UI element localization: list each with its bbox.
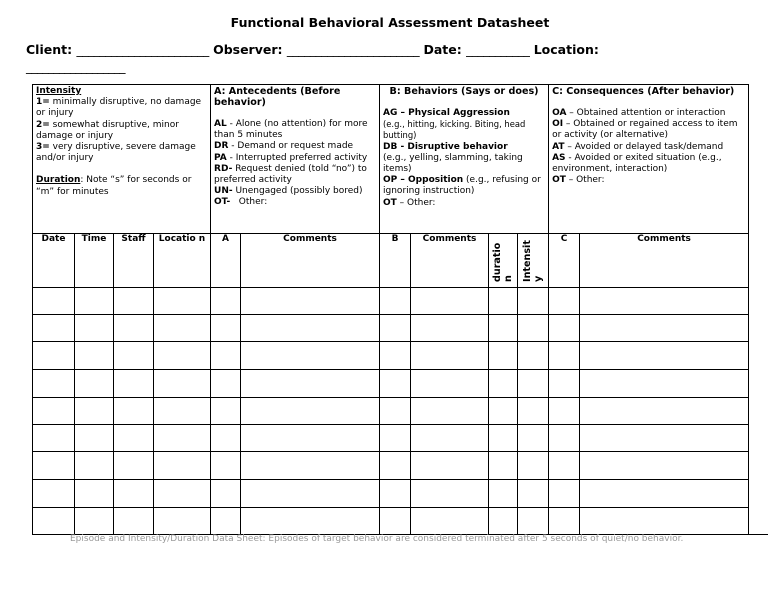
consequence-item: OA – Obtained attention or interaction [552,108,726,118]
cell-comments-a[interactable] [241,342,380,370]
behavior-desc: (e.g., yelling, slamming, taking items) [383,152,523,175]
cell-behavior[interactable] [380,452,411,480]
cell-comments-b[interactable] [411,342,489,370]
cell-staff[interactable] [114,288,154,315]
intensity-legend [33,85,211,234]
cell-time[interactable] [75,425,114,452]
cell-time[interactable] [75,452,114,480]
cell-duration[interactable] [489,452,518,480]
cell-antecedent[interactable] [211,342,241,370]
antecedent-item: AL - Alone (no attention) for more than 5 minutes [214,119,368,141]
cell-antecedent[interactable] [211,480,241,508]
consequence-item: OI – Obtained or regained access to item or activity (or alternative) [552,119,738,141]
cell-intensity[interactable] [518,315,549,342]
cell-time[interactable] [75,288,114,315]
cell-antecedent[interactable] [211,288,241,315]
cell-comments-a[interactable] [241,508,380,535]
cell-behavior[interactable] [380,425,411,452]
cell-comments-b[interactable] [411,398,489,425]
table-row [33,480,749,508]
col-date: Date [33,234,75,288]
cell-antecedent[interactable] [211,315,241,342]
cell-staff[interactable] [114,370,154,398]
cell-location[interactable] [154,370,211,398]
cell-comments-c[interactable] [580,480,749,508]
cell-duration[interactable] [489,288,518,315]
cell-intensity[interactable] [518,398,549,425]
col-location: Locatio n [154,234,211,288]
cell-consequence[interactable] [549,480,580,508]
consequence-item: AS - Avoided or exited situation (e.g., environment, interaction) [552,152,722,175]
cell-comments-a[interactable] [241,370,380,398]
antecedent-item: DR - Demand or request made [214,141,354,152]
antecedents-heading: A: Antecedents (Before behavior) [214,86,341,108]
cell-comments-a[interactable] [241,315,380,342]
antecedent-item: PA - Interrupted preferred activity [214,152,368,163]
cell-date[interactable] [33,342,75,370]
cell-comments-c[interactable] [580,315,749,342]
cell-comments-c[interactable] [580,398,749,425]
cell-comments-c[interactable] [580,288,749,315]
cell-time[interactable] [75,480,114,508]
table-row [33,342,749,370]
cell-antecedent[interactable] [211,452,241,480]
cell-intensity[interactable] [518,508,549,535]
cell-duration[interactable] [489,370,518,398]
cell-comments-a[interactable] [241,288,380,315]
cell-comments-b[interactable] [411,370,489,398]
cell-intensity[interactable] [518,480,549,508]
date-label: Date: [423,42,462,57]
observer-label: Observer: [213,42,283,57]
cell-date[interactable] [33,480,75,508]
cell-behavior[interactable] [380,342,411,370]
col-comments-a: Comments [241,234,380,288]
date-field[interactable]: ___________ [466,42,530,57]
cell-staff[interactable] [114,452,154,480]
header-fields [26,42,599,57]
cell-intensity[interactable] [518,288,549,315]
cell-time[interactable] [75,342,114,370]
behaviors-heading: B: Behaviors (Says or does) [389,86,539,97]
cell-date[interactable] [33,288,75,315]
antecedents-legend [211,85,380,234]
col-consequence: C [549,234,580,288]
cell-comments-b[interactable] [411,288,489,315]
page-title: Functional Behavioral Assessment Datasheet [230,15,550,30]
cell-intensity[interactable] [518,452,549,480]
footer-note: Episode and Intensity/Duration Data Sheet: Episodes of target behavior are considered terminated after 5 seconds of quiet/no behavior. [70,534,684,544]
behaviors-legend [380,85,549,234]
cell-staff[interactable] [114,398,154,425]
cell-duration[interactable] [489,315,518,342]
cell-time[interactable] [75,508,114,535]
cell-consequence[interactable] [549,370,580,398]
cell-location[interactable] [154,315,211,342]
cell-intensity[interactable] [518,425,549,452]
cell-location[interactable] [154,480,211,508]
cell-comments-b[interactable] [411,508,489,535]
col-behavior: B [380,234,411,288]
cell-behavior[interactable] [380,315,411,342]
cell-behavior[interactable] [380,398,411,425]
cell-comments-a[interactable] [241,398,380,425]
intensity-item: 3= very disruptive, severe damage and/or injury [36,142,196,164]
cell-behavior[interactable] [380,508,411,535]
table-row [33,398,749,425]
cell-comments-b[interactable] [411,315,489,342]
intensity-item: 2= somewhat disruptive, minor damage or injury [36,119,179,141]
intensity-item: 1= minimally disruptive, no damage or injury [36,97,202,119]
col-time: Time [75,234,114,288]
cell-behavior[interactable] [380,370,411,398]
data-sheet-table [32,84,749,535]
cell-consequence[interactable] [549,342,580,370]
cell-date[interactable] [33,425,75,452]
behavior-desc: (e.g., hitting, kicking. Biting, head butting) [383,119,526,141]
cell-consequence[interactable] [549,425,580,452]
cell-staff[interactable] [114,480,154,508]
cell-location[interactable] [154,508,211,535]
cell-consequence[interactable] [549,288,580,315]
cell-comments-b[interactable] [411,452,489,480]
cell-time[interactable] [75,370,114,398]
cell-intensity[interactable] [518,342,549,370]
intensity-heading: Intensity [36,86,82,96]
margin-rule [749,534,768,535]
cell-location[interactable] [154,425,211,452]
col-antecedent: A [211,234,241,288]
client-field[interactable]: _______________________ [76,42,209,57]
cell-antecedent[interactable] [211,425,241,452]
consequences-legend [549,85,749,234]
cell-staff[interactable] [114,315,154,342]
cell-staff[interactable] [114,508,154,535]
cell-duration[interactable] [489,425,518,452]
col-staff: Staff [114,234,154,288]
col-comments-c: Comments [580,234,749,288]
cell-behavior[interactable] [380,480,411,508]
cell-duration[interactable] [489,342,518,370]
behavior-item: OP – Opposition (e.g., refusing or ignoring instruction) [383,175,541,197]
cell-antecedent[interactable] [211,508,241,535]
duration-note: Duration: Note “s” for seconds or “m” for minutes [36,175,192,197]
cell-comments-c[interactable] [580,425,749,452]
cell-duration[interactable] [489,398,518,425]
cell-comments-b[interactable] [411,480,489,508]
consequence-item: OT – Other: [552,175,605,186]
cell-time[interactable] [75,315,114,342]
location-field[interactable]: __________________ [26,60,125,74]
cell-antecedent[interactable] [211,370,241,398]
cell-consequence[interactable] [549,398,580,425]
table-row [33,425,749,452]
antecedent-item: RD- Request denied (told “no”) to preferred activity [214,163,367,186]
cell-antecedent[interactable] [211,398,241,425]
table-row [33,315,749,342]
table-row [33,288,749,315]
cell-consequence[interactable] [549,315,580,342]
cell-date[interactable] [33,508,75,535]
behavior-item: OT – Other: [383,197,436,208]
consequence-item: AT – Avoided or delayed task/demand [552,141,724,152]
legend-row [33,85,749,234]
table-row [33,370,749,398]
cell-comments-a[interactable] [241,425,380,452]
cell-date[interactable] [33,452,75,480]
cell-comments-b[interactable] [411,425,489,452]
col-intensity: Intensit y [518,234,549,288]
cell-behavior[interactable] [380,288,411,315]
antecedent-item: OT- Other: [214,197,268,208]
client-label: Client: [26,42,73,57]
cell-location[interactable] [154,452,211,480]
cell-staff[interactable] [114,342,154,370]
cell-location[interactable] [154,288,211,315]
table-row [33,452,749,480]
observer-field[interactable]: _______________________ [286,42,420,57]
antecedent-item: UN- Unengaged (possibly bored) [214,186,363,197]
cell-date[interactable] [33,315,75,342]
cell-comments-a[interactable] [241,452,380,480]
cell-comments-c[interactable] [580,342,749,370]
col-duration: duratio n [489,234,518,288]
behavior-code: AG – Physical Aggression [383,108,510,118]
cell-comments-a[interactable] [241,480,380,508]
consequences-heading: C: Consequences (After behavior) [552,86,735,97]
cell-date[interactable] [33,398,75,425]
cell-date[interactable] [33,370,75,398]
table-row [33,508,749,535]
location-label: Location: [533,42,599,57]
cell-duration[interactable] [489,508,518,535]
cell-comments-c[interactable] [580,370,749,398]
cell-consequence[interactable] [549,508,580,535]
behavior-code: DB - Disruptive behavior [383,141,508,152]
cell-location[interactable] [154,398,211,425]
column-header-row [33,234,749,288]
cell-location[interactable] [154,342,211,370]
cell-staff[interactable] [114,425,154,452]
cell-intensity[interactable] [518,370,549,398]
cell-time[interactable] [75,398,114,425]
cell-comments-c[interactable] [580,508,749,535]
cell-consequence[interactable] [549,452,580,480]
cell-duration[interactable] [489,480,518,508]
cell-comments-c[interactable] [580,452,749,480]
col-comments-b: Comments [411,234,489,288]
